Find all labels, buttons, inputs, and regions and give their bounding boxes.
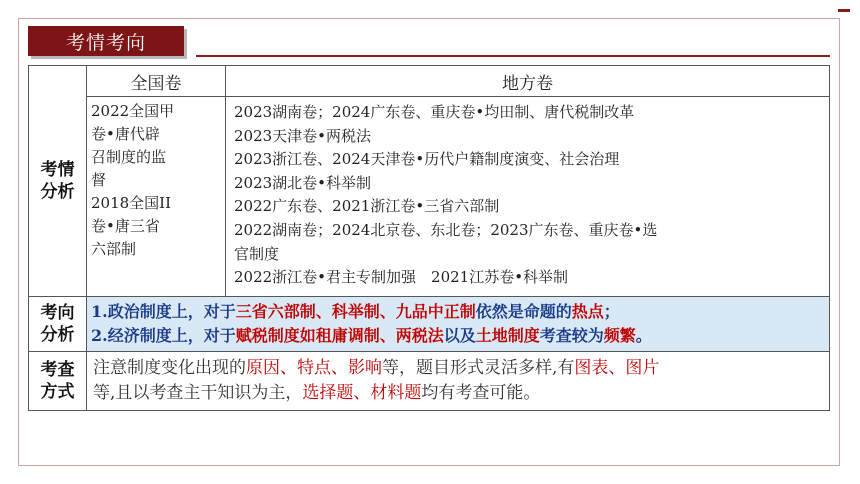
local-line: 2022浙江卷•君主专制加强 2021江苏卷•科举制 [234,268,569,287]
requirements-highlight: 原因、特点、影响 [246,357,382,378]
requirements-label [29,351,87,410]
requirements-label-line-1: 考查 [40,359,75,380]
local-line: 2022湖南卷；2024北京卷、东北卷；2023广东卷、重庆卷•选 [234,220,658,239]
analysis-row [29,97,830,297]
trend-highlight: 赋税制度如租庸调制、两税法 [235,325,444,345]
trend-line-2 [91,324,825,348]
trend-row [29,296,830,351]
national-header: 全国卷 [87,66,226,97]
local-line: 2023浙江卷、2024天津卷•历代户籍制度演变、社会治理 [234,150,620,169]
national-line: 六部制 [91,240,137,258]
national-line: 召制度的监 [91,148,167,166]
trend-label-line-1: 考向 [40,302,75,323]
requirements-segment: 等，题目形式灵活多样,有 [382,357,575,378]
requirements-row [29,351,830,410]
analysis-label [29,66,87,297]
requirements-line-2 [93,381,823,406]
local-header: 地方卷 [226,66,830,97]
trend-highlight: 频繁 [603,325,636,345]
national-line: 2022全国甲 [91,102,175,120]
requirements-label-line-2: 方式 [40,381,75,402]
national-cell [87,97,226,297]
requirements-highlight: 图表、图片 [574,357,660,378]
requirements-cell [87,351,830,410]
national-line: 督 [91,171,107,189]
national-line: 卷•唐三省 [91,217,160,235]
trend-highlight: 土地制度 [475,325,540,345]
national-line: 2018全国II [91,194,172,212]
trend-label [29,296,87,351]
analysis-label-line-1: 考情 [40,159,75,180]
trend-cell [87,296,830,351]
local-cell [226,97,830,297]
analysis-label-line-2: 分析 [40,181,75,202]
trend-highlight: 热点 [571,301,604,321]
corner-decoration [838,9,850,12]
trend-segment: ； [603,301,620,321]
section-title-tag: 考情考向 [28,26,184,56]
title-underline [196,55,830,57]
requirements-segment: 均有考查可能。 [421,382,541,403]
trend-line-1 [91,300,825,324]
header-row [29,66,830,97]
requirements-highlight: 选择题、材料题 [302,382,422,403]
local-line: 官制度 [234,244,280,263]
local-line: 2022广东卷、2021浙江卷•三省六部制 [234,197,500,216]
trend-segment: 依然是命题的 [475,301,572,321]
trend-segment: 1.政治制度上，对于 [91,301,236,321]
trend-label-line-2: 分析 [40,324,75,345]
local-line: 2023天津卷•两税法 [234,126,372,145]
national-line: 卷•唐代辟 [91,125,160,143]
local-line: 2023湖北卷•科举制 [234,173,372,192]
trend-segment: 以及 [443,325,476,345]
exam-analysis-table [28,65,830,411]
requirements-segment: 注意制度变化出现的 [93,357,246,378]
requirements-line-1 [93,356,823,381]
local-line: 2023湖南卷；2024广东卷、重庆卷•均田制、唐代税制改革 [234,103,635,121]
requirements-segment: 等,且以考查主干知识为主， [93,382,303,403]
trend-segment: 考查较为 [539,325,604,345]
trend-highlight: 三省六部制、科举制、九品中正制 [235,301,476,321]
trend-segment: 。 [635,325,652,345]
trend-segment: 2.经济制度上，对于 [91,325,236,345]
